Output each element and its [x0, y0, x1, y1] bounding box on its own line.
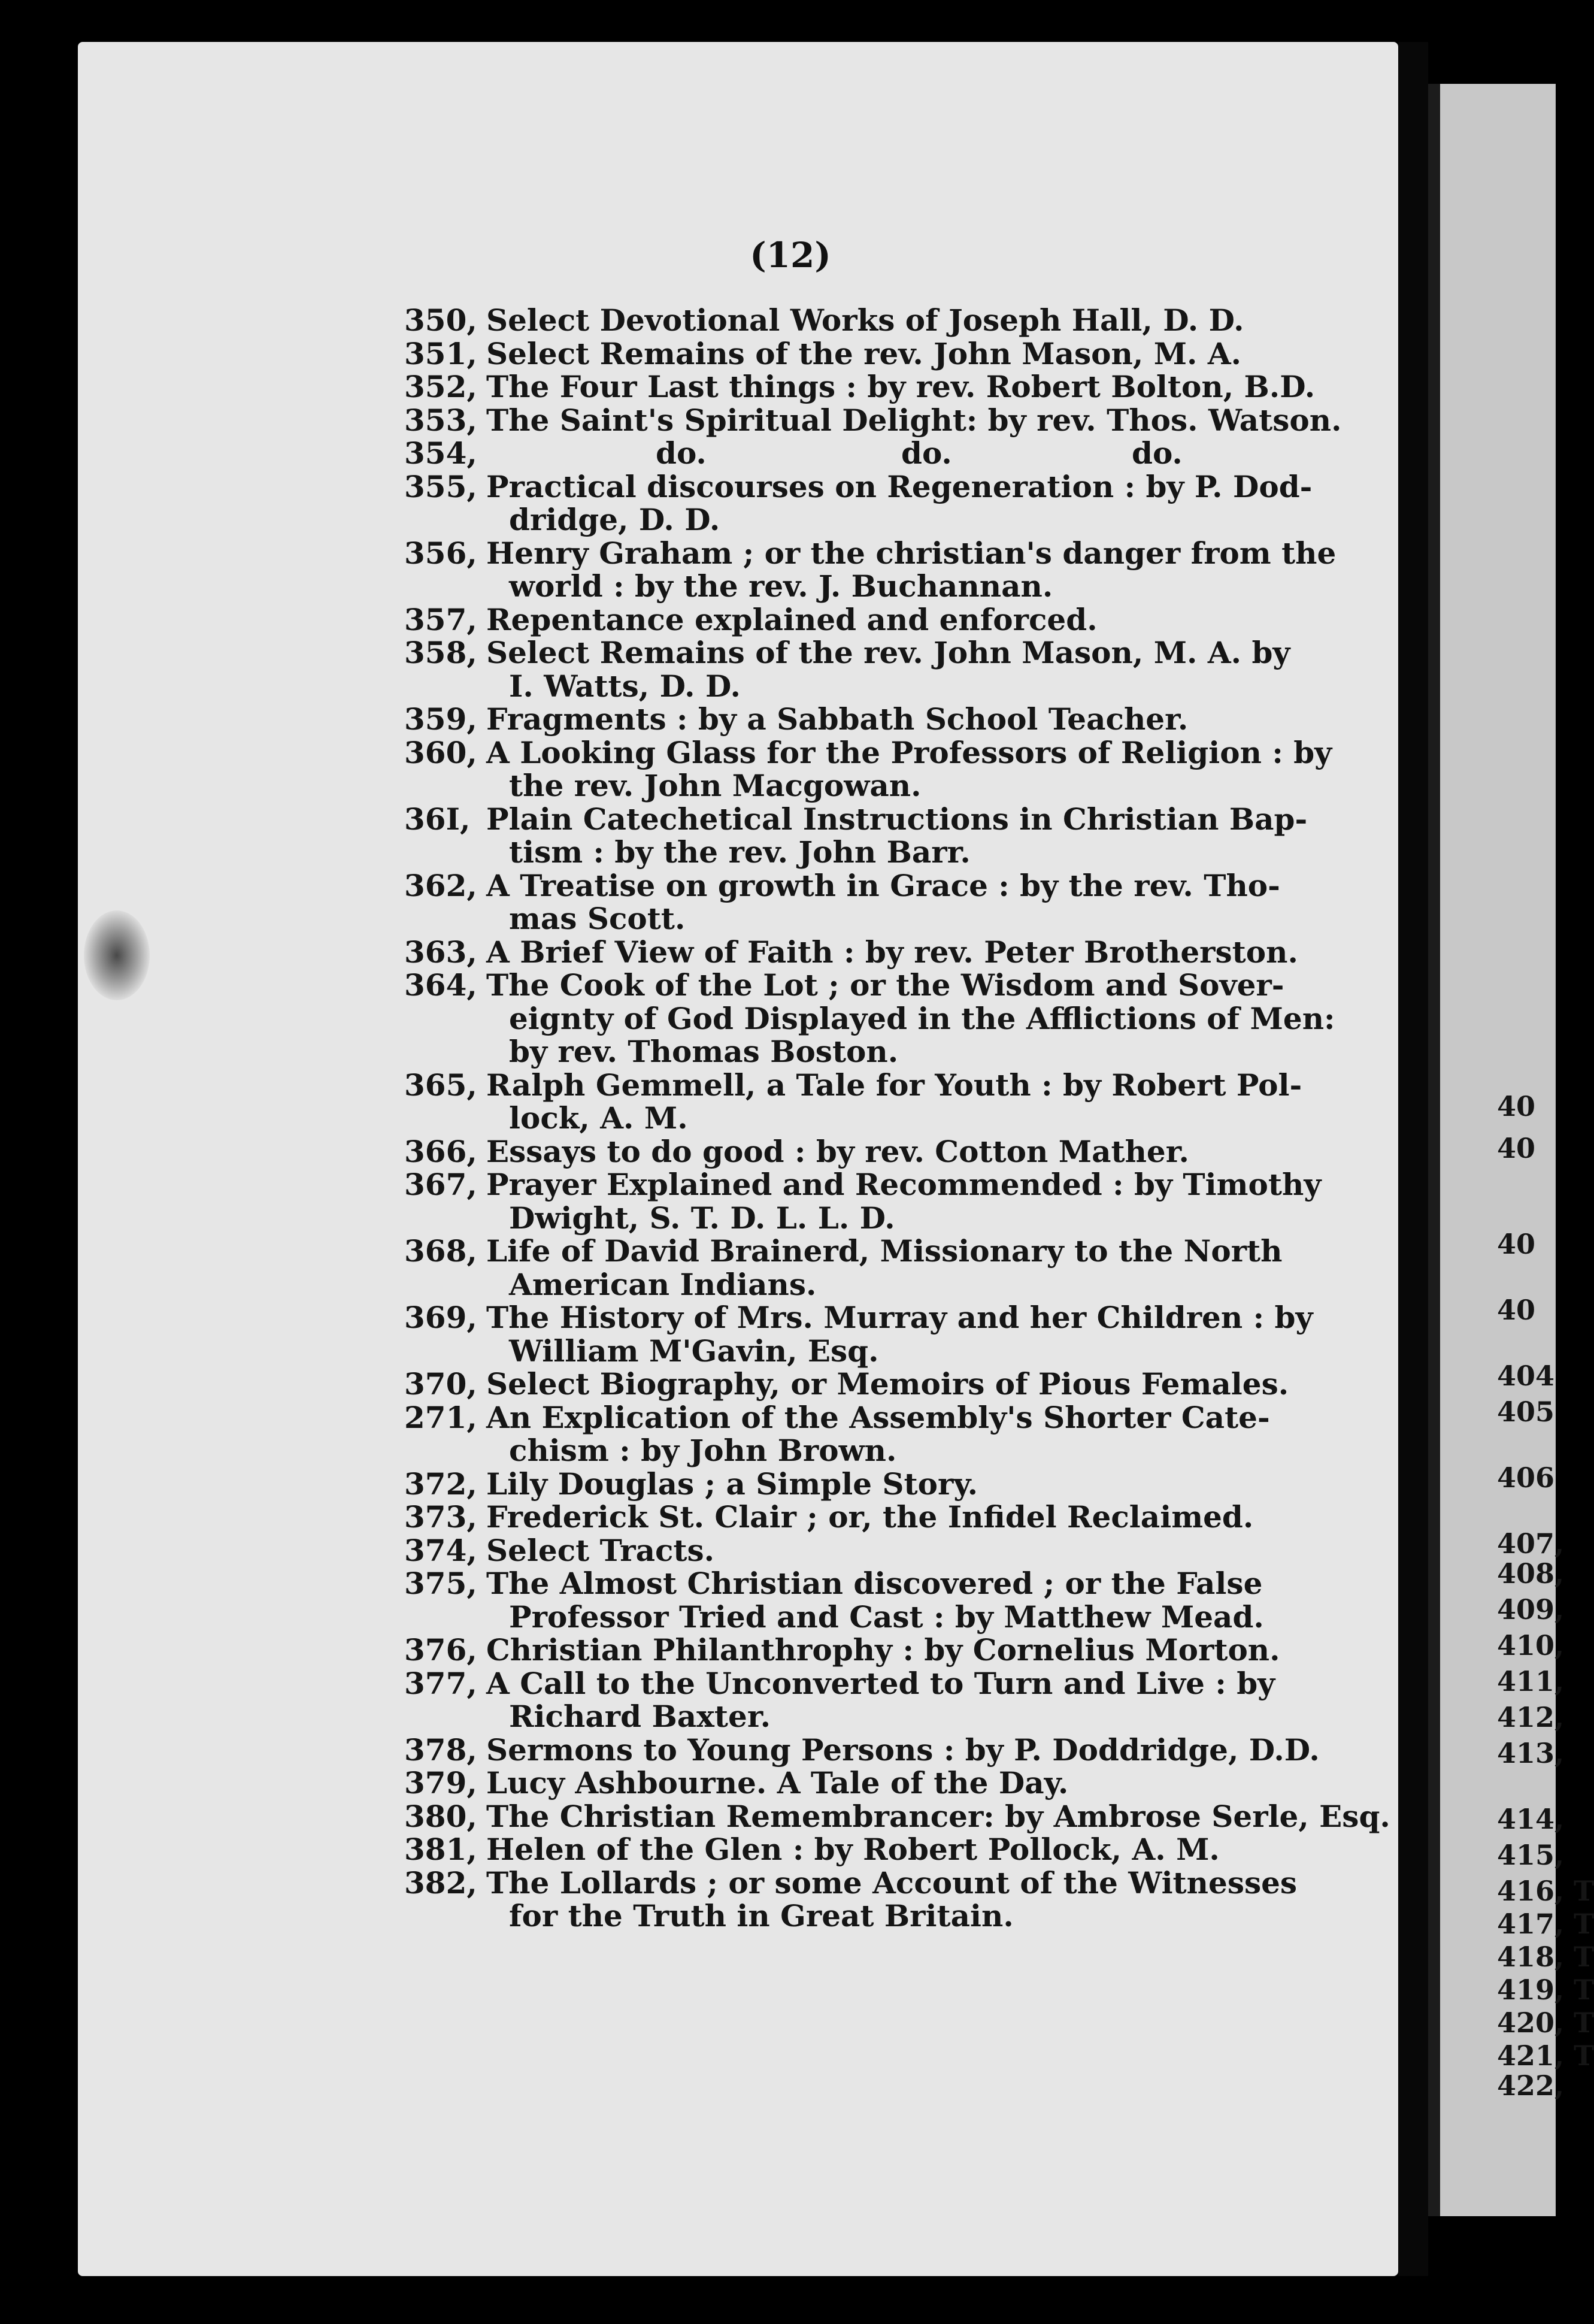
entry-number: 354, [404, 435, 477, 471]
facing-page-number: 412, [1497, 1701, 1565, 1733]
facing-page-number: 420, T [1497, 2007, 1594, 2039]
facing-page-number: 410, [1497, 1629, 1565, 1662]
facing-page-number: 422, [1497, 2069, 1565, 2102]
entry-number: 353, [404, 402, 477, 438]
entry-number: 360, [404, 734, 477, 770]
entry-number: 366, [404, 1133, 477, 1169]
entry-number: 374, [404, 1532, 477, 1568]
entry-number: 362, [404, 867, 477, 903]
entry-number: 381, [404, 1832, 477, 1867]
entry-number: 365, [404, 1067, 477, 1103]
entry-title-continuation: I. Watts, D. D. [509, 668, 741, 704]
entry-number: 356, [404, 535, 477, 571]
entry-number: 36I, [404, 801, 471, 837]
facing-page-number: 419, T [1497, 1974, 1594, 2006]
entry-number: 377, [404, 1665, 477, 1701]
entry-title: Henry Graham ; or the christian's danger from the [486, 535, 1337, 571]
entry-title: A Brief View of Faith : by rev. Peter Brotherston. [486, 934, 1298, 970]
entry-number: 370, [404, 1366, 477, 1402]
entry-title: Fragments : by a Sabbath School Teacher. [486, 701, 1189, 737]
entry-title: A Looking Glass for the Professors of Religion : by [486, 734, 1332, 770]
entry-title-continuation: William M'Gavin, Esq. [509, 1333, 879, 1369]
entry-title-continuation: Richard Baxter. [509, 1699, 771, 1734]
facing-page-number: 408, [1497, 1557, 1565, 1590]
entry-number: 350, [404, 302, 477, 338]
entry-title-continuation: Dwight, S. T. D. L. L. D. [509, 1200, 895, 1236]
entry-title: A Call to the Unconverted to Turn and Live : by [486, 1665, 1275, 1701]
facing-page-number: 405 [1497, 1396, 1555, 1428]
entry-title-continuation: the rev. John Macgowan. [509, 768, 922, 803]
entry-number: 375, [404, 1566, 477, 1601]
facing-page-number: 413, [1497, 1737, 1565, 1769]
entry-title: Select Remains of the rev. John Mason, M. A. by [486, 635, 1290, 670]
facing-page-number: 407, [1497, 1527, 1565, 1560]
entry-title: Select Devotional Works of Joseph Hall, D. D. [486, 302, 1244, 338]
entry-title-continuation: dridge, D. D. [509, 502, 720, 537]
entry-number: 382, [404, 1865, 477, 1901]
facing-page-number: 417, T [1497, 1908, 1594, 1940]
entry-title: Life of David Brainerd, Missionary to the North [486, 1233, 1283, 1269]
ditto-mark: do. [901, 435, 952, 471]
page-gutter-shadow [1398, 42, 1428, 2276]
entry-title-continuation: American Indians. [509, 1266, 817, 1302]
entry-number: 364, [404, 967, 477, 1003]
facing-page-number: 40 [1497, 1090, 1536, 1122]
entry-title-continuation: tism : by the rev. John Barr. [509, 834, 971, 870]
entry-title: The Cook of the Lot ; or the Wisdom and Sover- [486, 967, 1284, 1003]
entry-number: 357, [404, 601, 477, 637]
facing-page-number: 40 [1497, 1132, 1536, 1164]
facing-page-number: 414, [1497, 1803, 1565, 1835]
facing-page-number: 415, [1497, 1839, 1565, 1871]
entry-number: 367, [404, 1167, 477, 1202]
entry-number: 378, [404, 1732, 477, 1768]
facing-page-number: 409, [1497, 1593, 1565, 1626]
facing-page-number: 406 [1497, 1461, 1555, 1494]
entry-title: Ralph Gemmell, a Tale for Youth : by Robert Pol- [486, 1067, 1302, 1103]
entry-number: 351, [404, 335, 477, 371]
entry-title-continuation: chism : by John Brown. [509, 1433, 897, 1468]
facing-page-number: 418, T [1497, 1941, 1594, 1973]
entry-number: 368, [404, 1233, 477, 1269]
entry-title: Essays to do good : by rev. Cotton Mather. [486, 1133, 1189, 1169]
page-number: (12) [750, 235, 831, 276]
facing-page-number: 404 [1497, 1360, 1555, 1392]
ditto-mark: do. [1132, 435, 1183, 471]
entry-title: Helen of the Glen : by Robert Pollock, A. M. [486, 1832, 1220, 1867]
entry-number: 359, [404, 701, 477, 737]
entry-number: 369, [404, 1300, 477, 1335]
facing-page-number: 40 [1497, 1294, 1536, 1326]
entry-number: 355, [404, 468, 477, 504]
entry-title: Prayer Explained and Recommended : by Timothy [486, 1167, 1322, 1202]
entry-title: Sermons to Young Persons : by P. Doddridge, D.D. [486, 1732, 1320, 1768]
entry-title: Lucy Ashbourne. A Tale of the Day. [486, 1765, 1069, 1801]
entry-title-continuation: eignty of God Displayed in the Afflictions of Men: [509, 1000, 1335, 1036]
entry-title-continuation: by rev. Thomas Boston. [509, 1034, 899, 1069]
facing-page-number: 421, T [1497, 2039, 1594, 2072]
entry-title-continuation: lock, A. M. [509, 1100, 688, 1136]
ditto-mark: do. [656, 435, 707, 471]
entry-number: 373, [404, 1499, 477, 1535]
facing-page-number: 416, T [1497, 1875, 1594, 1907]
entry-title: A Treatise on growth in Grace : by the rev. Tho- [486, 867, 1280, 903]
entry-title: Practical discourses on Regeneration : by P. Dod- [486, 468, 1313, 504]
entry-number: 376, [404, 1632, 477, 1668]
facing-page-number: 40 [1497, 1228, 1536, 1260]
entry-title-continuation: mas Scott. [509, 901, 686, 936]
entry-number: 358, [404, 635, 477, 670]
entry-title: The Lollards ; or some Account of the Witnesses [486, 1865, 1298, 1901]
entry-title: Repentance explained and enforced. [486, 601, 1098, 637]
entry-title: The Four Last things : by rev. Robert Bolton, B.D. [486, 369, 1316, 404]
entry-title-continuation: Professor Tried and Cast : by Matthew Mead. [509, 1599, 1264, 1635]
entry-title: Frederick St. Clair ; or, the Infidel Reclaimed. [486, 1499, 1254, 1535]
entry-title: An Explication of the Assembly's Shorter Cate- [486, 1399, 1270, 1435]
entry-title: Lily Douglas ; a Simple Story. [486, 1466, 978, 1502]
entry-title: Select Biography, or Memoirs of Pious Females. [486, 1366, 1289, 1402]
entry-title: The Almost Christian discovered ; or the False [486, 1566, 1263, 1601]
entry-number: 363, [404, 934, 477, 970]
entry-title: Christian Philanthrophy : by Cornelius Morton. [486, 1632, 1280, 1668]
entry-number: 380, [404, 1798, 477, 1834]
entry-title: Select Remains of the rev. John Mason, M. A. [486, 335, 1242, 371]
entry-number: 372, [404, 1466, 477, 1502]
facing-page-border [1428, 84, 1440, 2216]
entry-title-continuation: for the Truth in Great Britain. [509, 1898, 1014, 1933]
entry-title-continuation: world : by the rev. J. Buchannan. [509, 568, 1053, 604]
entry-title: The History of Mrs. Murray and her Children : by [486, 1300, 1313, 1335]
entry-number: 379, [404, 1765, 477, 1801]
facing-page-number: 411, [1497, 1665, 1565, 1697]
ink-smudge [84, 910, 150, 1000]
entry-number: 271, [404, 1399, 477, 1435]
entry-number: 352, [404, 369, 477, 404]
entry-title: Plain Catechetical Instructions in Christian Bap- [486, 801, 1308, 837]
entry-title: Select Tracts. [486, 1532, 715, 1568]
entry-title: The Saint's Spiritual Delight: by rev. Thos. Watson. [486, 402, 1342, 438]
entry-title: The Christian Remembrancer: by Ambrose Serle, Esq. [486, 1798, 1390, 1834]
